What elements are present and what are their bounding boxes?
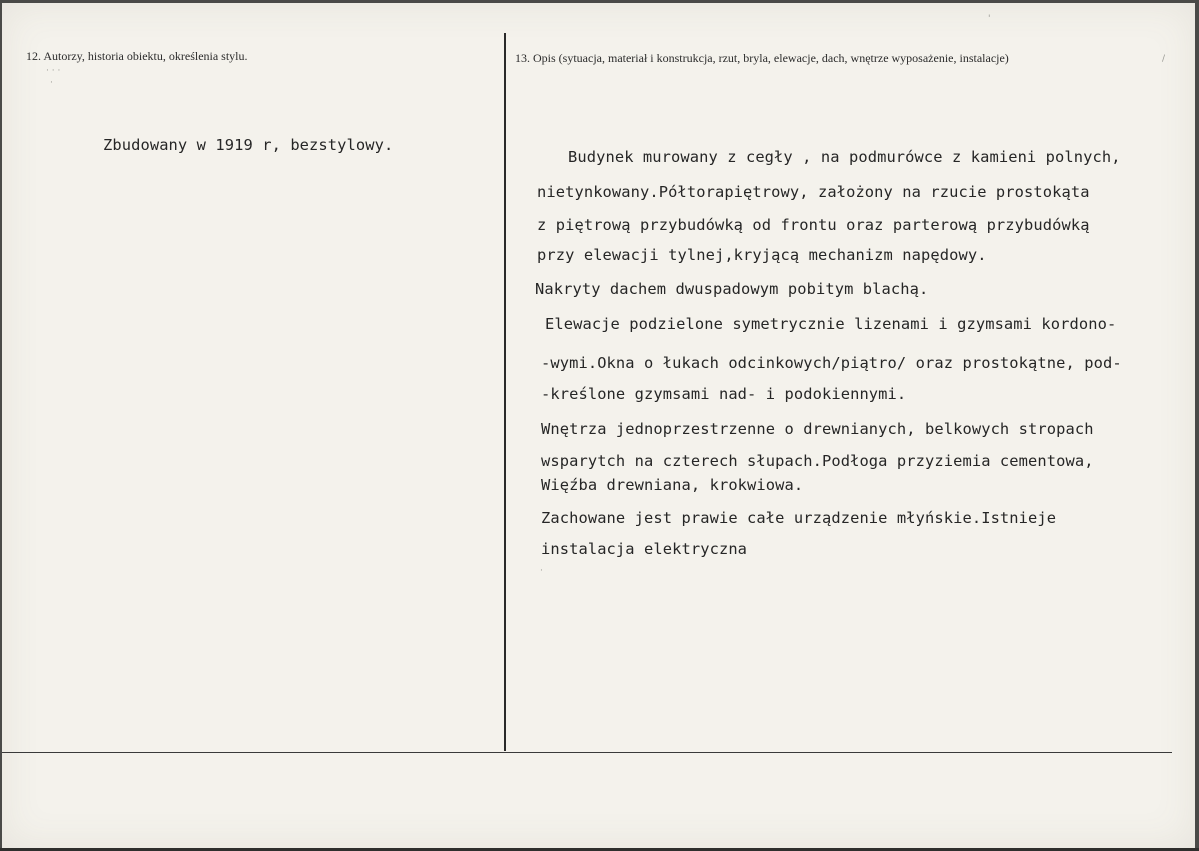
description-line: Wnętrza jednoprzestrzenne o drewnianych, belkowych stropach bbox=[541, 420, 1094, 438]
scan-speck: / bbox=[1162, 54, 1166, 64]
description-line: instalacja elektryczna bbox=[541, 540, 748, 558]
description-line: -kreślone gzymsami nad- i podokiennymi. bbox=[541, 385, 907, 403]
description-line: Elewacje podzielone symetrycznie lizenami i gzymsami kordono- bbox=[545, 315, 1117, 333]
scan-speck: · bbox=[50, 78, 53, 88]
description-line: Budynek murowany z cegły , na podmurówce z kamieni polnych, bbox=[568, 148, 1121, 166]
scan-speck: · bbox=[540, 566, 543, 576]
description-line: wsparytch na czterech słupach.Podłoga przyziemia cementowa, bbox=[541, 452, 1094, 470]
section-12-content: Zbudowany w 1919 r, bezstylowy. bbox=[103, 136, 394, 154]
description-line: nietynkowany.Półtorapiętrowy, założony na rzucie prostokąta bbox=[537, 183, 1090, 201]
bottom-rule bbox=[2, 752, 1172, 753]
section-13-heading: 13. Opis (sytuacja, materiał i konstrukcja, rzut, bryla, elewacje, dach, wnętrze wyposażenie, instalacje) bbox=[515, 51, 1009, 65]
column-divider bbox=[504, 33, 506, 751]
description-line: Nakryty dachem dwuspadowym pobitym blachą. bbox=[535, 280, 929, 298]
description-line: Więźba drewniana, krokwiowa. bbox=[541, 476, 804, 494]
scan-speck: · · · bbox=[46, 66, 61, 76]
scan-speck: ' bbox=[988, 14, 991, 24]
description-line: Zachowane jest prawie całe urządzenie młyńskie.Istnieje bbox=[541, 509, 1057, 527]
description-line: przy elewacji tylnej,kryjącą mechanizm napędowy. bbox=[537, 246, 987, 264]
description-line: z piętrową przybudówką od frontu oraz parterową przybudówką bbox=[537, 216, 1090, 234]
description-line: -wymi.Okna o łukach odcinkowych/piątro/ oraz prostokątne, pod- bbox=[541, 354, 1122, 372]
section-12-heading: 12. Autorzy, historia obiektu, określenia stylu. bbox=[26, 49, 248, 63]
